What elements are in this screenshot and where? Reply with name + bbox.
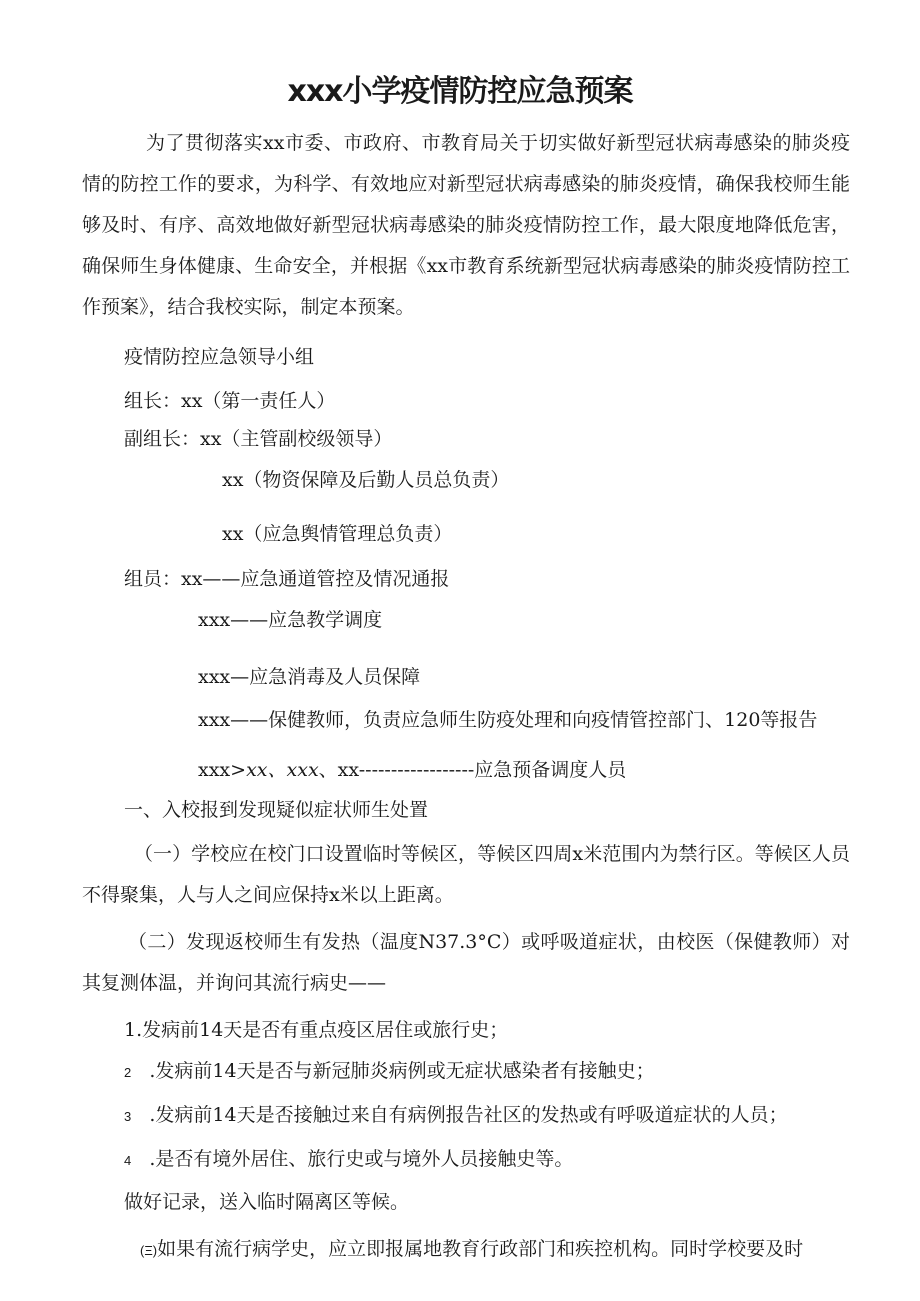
- item-1-paragraph: （一）学校应在校门口设置临时等候区，等候区四周x米范围内为禁行区。等候区人员不得聚集，人与人之间应保持x米以上距离。: [82, 843, 850, 906]
- record-line: 做好记录，送入临时隔离区等候。: [124, 1191, 410, 1213]
- question-4: [124, 1146, 573, 1174]
- question-3-number: 3: [124, 1109, 132, 1124]
- member-5-names: xx、xxx: [246, 759, 319, 781]
- question-3-text: .发病前14天是否接触过来自有病例报告社区的发热或有呼吸道症状的人员；: [149, 1104, 788, 1126]
- question-1: 1.发病前14天是否有重点疫区居住或旅行史；: [124, 1019, 509, 1041]
- member-line-4: xxx——保健教师，负责应急师生防疫处理和向疫情管控部门、120等报告: [198, 709, 818, 731]
- member-5-role: 、xx------------------应急预备调度人员: [318, 759, 627, 781]
- leader-line: 组长：xx（第一责任人）: [124, 390, 336, 412]
- question-2: [124, 1058, 655, 1086]
- member-5-prefix: xxx>: [198, 759, 247, 781]
- member-line-3: xxx—应急消毒及人员保障: [198, 666, 421, 688]
- member-line-5: [198, 757, 626, 783]
- deputy-line-2: xx（物资保障及后勤人员总负责）: [222, 469, 510, 491]
- intro-paragraph: 为了贯彻落实xx市委、市政府、市教育局关于切实做好新型冠状病毒感染的肺炎疫情的防控工作的要求，为科学、有效地应对新型冠状病毒感染的肺炎疫情，确保我校师生能够及时、有序、高效地做好新型冠状病毒感染的肺炎疫情防控工作，最大限度地降低危害，确保师生身体健康、生命安全，并根据《xx市教育系统新型冠状病毒感染的肺炎疫情防控工作预案》，结合我校实际，制定本预案。: [82, 132, 850, 318]
- section-1-heading: 一、入校报到发现疑似症状师生处置: [124, 799, 429, 821]
- item-3-line: [140, 1236, 803, 1264]
- item-3-number: (Ξ): [140, 1243, 158, 1258]
- deputy-line: 副组长：xx（主管副校级领导）: [124, 428, 393, 450]
- item-2-paragraph: （二）发现返校师生有发热（温度N37.3°C）或呼吸道症状，由校医（保健教师）对其复测体温，并询问其流行病史——: [82, 931, 850, 994]
- question-2-text: .发病前14天是否与新冠肺炎病例或无症状感染者有接触史；: [149, 1060, 655, 1082]
- member-line-2: xxx——应急教学调度: [198, 609, 383, 631]
- group-title: 疫情防控应急领导小组: [124, 346, 315, 368]
- item-3-text: 如果有流行病学史，应立即报属地教育行政部门和疾控机构。同时学校要及时: [157, 1238, 804, 1260]
- question-2-number: 2: [124, 1065, 132, 1080]
- question-3: [124, 1102, 788, 1130]
- deputy-line-3: xx（应急舆情管理总负责）: [222, 523, 453, 545]
- page-title: xxx小学疫情防控应急预案: [287, 74, 633, 109]
- member-line-1: 组员：xx——应急通道管控及情况通报: [124, 568, 450, 590]
- question-4-text: .是否有境外居住、旅行史或与境外人员接触史等。: [149, 1148, 574, 1170]
- question-4-number: 4: [124, 1153, 132, 1168]
